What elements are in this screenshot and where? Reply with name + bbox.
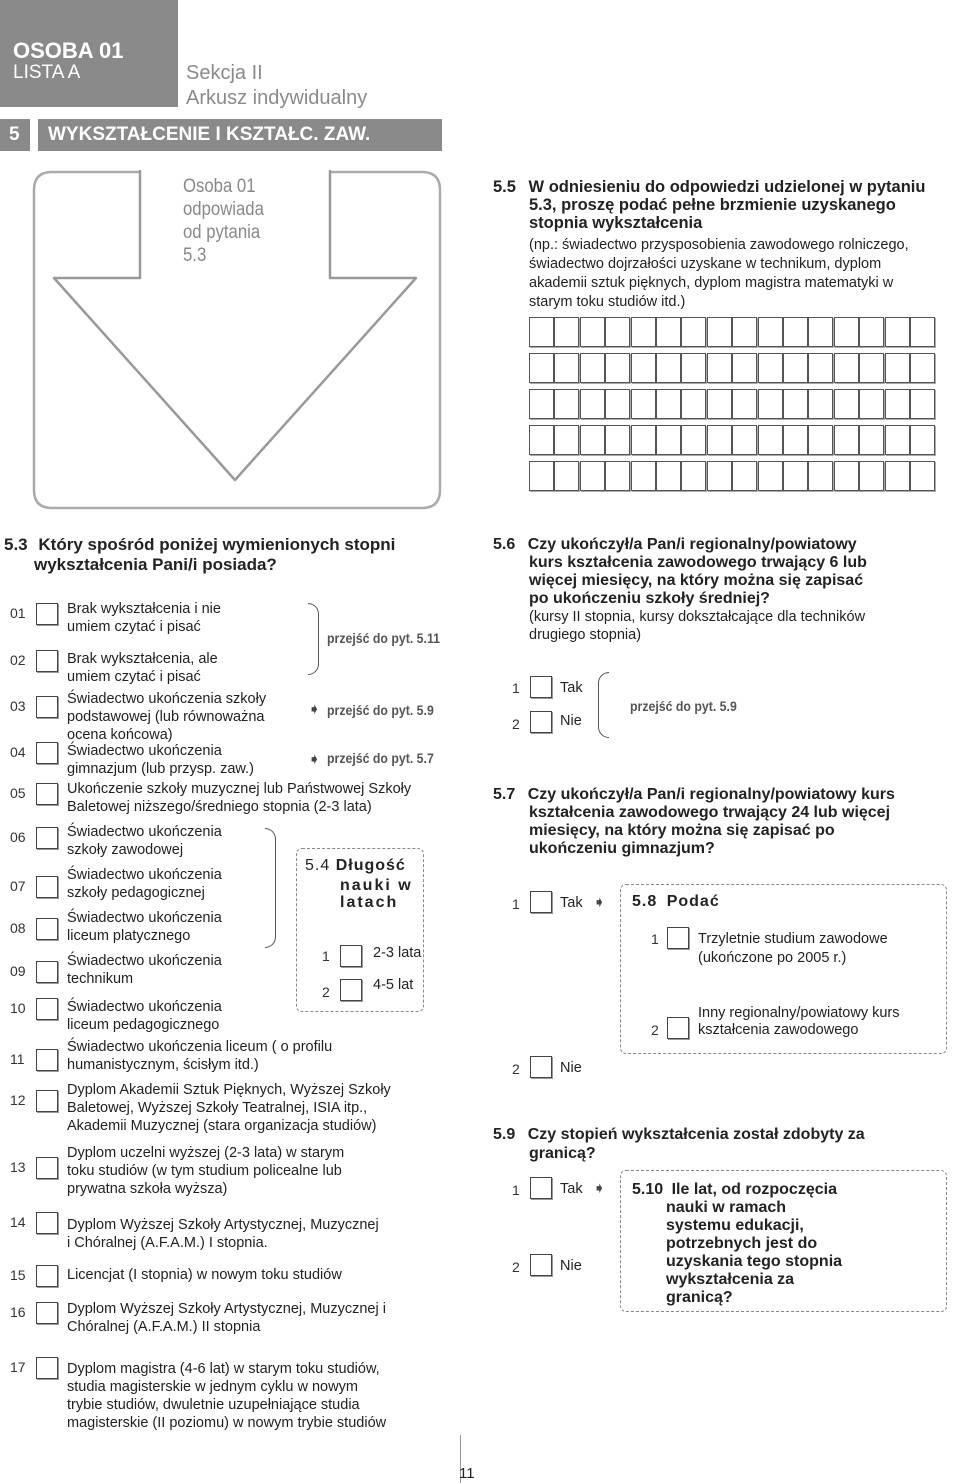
q56-title <box>493 536 857 554</box>
q53-option-label: Świadectwo ukończenia <box>67 867 222 883</box>
q58-option-label: Trzyletnie studium zawodowe <box>698 931 888 947</box>
option-code: 16 <box>10 1304 26 1320</box>
q53-checkbox-06[interactable] <box>36 827 58 849</box>
q57-option-label: Tak <box>560 895 583 911</box>
q53-option-label: umiem czytać i pisać <box>67 619 201 635</box>
q53-checkbox-05[interactable] <box>36 783 58 805</box>
q53-checkbox-07[interactable] <box>36 876 58 898</box>
option-code: 1 <box>512 680 520 696</box>
q53-checkbox-10[interactable] <box>36 998 58 1020</box>
answer-grid[interactable] <box>529 317 939 497</box>
q55-hint-line: (np.: świadectwo przysposobienia zawodowego rolniczego, <box>529 237 909 253</box>
q53-option-label: Dyplom Akademii Sztuk Pięknych, Wyższej Szkoły <box>67 1082 391 1098</box>
q53-option-label: Świadectwo ukończenia <box>67 953 222 969</box>
q53-option-label: Świadectwo ukończenia <box>67 910 222 926</box>
goto-5-11-label: przejść do pyt. 5.11 <box>327 630 440 646</box>
answer-grid-cell[interactable] <box>580 353 605 383</box>
arrow-right-icon: ➧ <box>593 1180 606 1197</box>
q53-option-label: Brak wykształcenia i nie <box>67 601 221 617</box>
q53-option-label: liceum pedagogicznego <box>67 1017 220 1033</box>
answer-grid-cell[interactable] <box>529 461 554 491</box>
q55-title-line: 5.3, proszę podać pełne brzmienie uzyskanego <box>529 196 896 214</box>
q53-option-label: Świadectwo ukończenia <box>67 999 222 1015</box>
goto-5-9-label: przejść do pyt. 5.9 <box>630 698 737 714</box>
arrow-note <box>183 175 264 267</box>
option-code: 1 <box>651 931 659 947</box>
question-number: 5.3 <box>4 535 28 554</box>
answer-grid-cell[interactable] <box>859 425 884 455</box>
q53-option-label: toku studiów (w tym studium policealne lub <box>67 1163 342 1179</box>
answer-grid-cell[interactable] <box>580 425 605 455</box>
answer-grid-cell[interactable] <box>554 425 579 455</box>
answer-grid-cell[interactable] <box>681 353 706 383</box>
q53-option-label: szkoły zawodowej <box>67 842 184 858</box>
q510-title-line: granicą? <box>666 1289 733 1306</box>
q53-option-label: Baletowej, Wyższej Szkoły Teatralnej, ISIA itp., <box>67 1100 368 1116</box>
brace-right <box>308 603 319 675</box>
question-number: 5.9 <box>493 1126 516 1143</box>
q510-title-line: nauki w ramach <box>666 1199 787 1216</box>
q53-checkbox-08[interactable] <box>36 918 58 940</box>
q53-option-label: prywatna szkoła wyższa) <box>67 1181 228 1197</box>
q53-checkbox-14[interactable] <box>36 1212 58 1234</box>
q57-title-line: ukończeniu gimnazjum? <box>529 840 715 857</box>
answer-grid-cell[interactable] <box>859 389 884 419</box>
q53-checkbox-11[interactable] <box>36 1049 58 1071</box>
goto-5-9-label: przejść do pyt. 5.9 <box>327 702 434 718</box>
answer-grid-cell[interactable] <box>656 425 681 455</box>
answer-grid-cell[interactable] <box>732 425 757 455</box>
answer-grid-cell[interactable] <box>808 425 833 455</box>
answer-grid-cell[interactable] <box>631 389 656 419</box>
q56-title-line: więcej miesięcy, na który można się zapisać <box>529 572 864 589</box>
answer-grid-cell[interactable] <box>605 461 630 491</box>
question-number: 5.10 <box>632 1181 664 1198</box>
answer-grid-cell[interactable] <box>783 317 808 347</box>
q53-option-label: Dyplom uczelni wyższej (2-3 lata) w starym <box>67 1145 345 1161</box>
answer-grid-cell[interactable] <box>758 389 783 419</box>
q59-checkbox-yes[interactable] <box>530 1177 552 1199</box>
q58-checkbox-1[interactable] <box>667 927 689 949</box>
brace-left <box>598 672 609 738</box>
answer-grid-cell[interactable] <box>783 425 808 455</box>
answer-grid-cell[interactable] <box>707 389 732 419</box>
q53-option-label: gimnazjum (lub przysp. zaw.) <box>67 761 254 777</box>
q54-checkbox-2[interactable] <box>340 979 362 1001</box>
option-code: 1 <box>512 1182 520 1198</box>
q58-option-label: Inny regionalny/powiatowy kurs <box>698 1005 900 1021</box>
answer-grid-cell[interactable] <box>808 461 833 491</box>
answer-grid-cell[interactable] <box>707 461 732 491</box>
q56-checkbox-no[interactable] <box>530 711 552 733</box>
option-code: 15 <box>10 1267 26 1283</box>
q53-checkbox-17[interactable] <box>36 1357 58 1379</box>
answer-grid-cell[interactable] <box>656 389 681 419</box>
answer-grid-cell[interactable] <box>631 353 656 383</box>
answer-grid-cell[interactable] <box>631 425 656 455</box>
q53-option-label: szkoły pedagogicznej <box>67 885 205 901</box>
arrow-right-icon: ➧ <box>308 751 321 768</box>
option-code: 2 <box>512 1061 520 1077</box>
answer-grid-cell[interactable] <box>681 317 706 347</box>
q57-title-line: miesięcy, na który można się zapisać po <box>529 822 835 839</box>
option-code: 11 <box>10 1051 25 1067</box>
option-code: 2 <box>512 716 520 732</box>
answer-grid-cell[interactable] <box>885 353 910 383</box>
answer-grid-cell[interactable] <box>758 317 783 347</box>
q53-checkbox-03[interactable] <box>36 696 58 718</box>
option-code: 14 <box>10 1214 26 1230</box>
q56-title-line: kurs kształcenia zawodowego trwający 6 lub <box>529 554 867 571</box>
answer-grid-cell[interactable] <box>783 389 808 419</box>
option-code: 12 <box>10 1092 26 1108</box>
option-code: 2 <box>322 984 330 1000</box>
question-number: 5.6 <box>493 536 516 553</box>
q54-option-label: 2-3 lata <box>373 945 422 961</box>
q58-option-label: (ukończone po 2005 r.) <box>698 950 847 966</box>
answer-grid-cell[interactable] <box>656 317 681 347</box>
q53-option-label: studia magisterskie w jednym cyklu w nowym <box>67 1379 358 1395</box>
answer-grid-cell[interactable] <box>783 461 808 491</box>
q55-title-line: W odniesieniu do odpowiedzi udzielonej w pytaniu <box>528 178 926 196</box>
q56-hint-line: (kursy II stopnia, kursy dokształcające dla techników <box>529 609 866 625</box>
answer-grid-cell[interactable] <box>859 461 884 491</box>
q53-option-label: trybie studiów, dwuletnie uzupełniające studia <box>67 1397 360 1413</box>
q56-option-label: Tak <box>560 680 583 696</box>
option-code: 03 <box>10 698 26 714</box>
page-number: 11 <box>459 1465 475 1482</box>
option-code: 17 <box>10 1359 26 1375</box>
option-code: 2 <box>512 1259 520 1275</box>
answer-grid-cell[interactable] <box>580 389 605 419</box>
q55-hint-line: akademii sztuk pięknych, dyplom magistra matematyki w <box>529 275 894 291</box>
answer-grid-cell[interactable] <box>910 389 935 419</box>
q54-checkbox-1[interactable] <box>340 945 362 967</box>
question-number: 5.8 <box>632 893 658 910</box>
q53-checkbox-13[interactable] <box>36 1157 58 1179</box>
section-title: WYKSZTAŁCENIE I KSZTAŁC. ZAW. <box>48 124 371 145</box>
q59-option-label: Tak <box>560 1181 583 1197</box>
answer-grid-cell[interactable] <box>834 353 859 383</box>
q54-option-label: 4-5 lat <box>373 977 414 993</box>
option-code: 10 <box>10 1000 26 1016</box>
answer-grid-cell[interactable] <box>885 461 910 491</box>
answer-grid-cell[interactable] <box>605 317 630 347</box>
answer-grid-cell[interactable] <box>580 461 605 491</box>
q53-option-label: Chóralnej (A.F.A.M.) II stopnia <box>67 1319 261 1335</box>
answer-grid-cell[interactable] <box>681 461 706 491</box>
q57-checkbox-no[interactable] <box>530 1056 552 1078</box>
q55-title-line: stopnia wykształcenia <box>529 214 703 232</box>
q53-option-label: podstawowej (lub równoważna <box>67 709 265 725</box>
q53-title <box>4 536 395 554</box>
option-code: 04 <box>10 744 26 760</box>
question-number: 5.7 <box>493 786 516 803</box>
q58-checkbox-2[interactable] <box>667 1017 689 1039</box>
q53-option-label: Świadectwo ukończenia <box>67 743 222 759</box>
answer-grid-cell[interactable] <box>859 317 884 347</box>
q510-title-line: wykształcenia za <box>666 1271 795 1288</box>
q510-title-line: systemu edukacji, <box>666 1217 804 1234</box>
option-code: 07 <box>10 878 26 894</box>
answer-grid-cell[interactable] <box>681 425 706 455</box>
option-code: 01 <box>10 605 26 621</box>
answer-grid-cell[interactable] <box>554 461 579 491</box>
option-code: 1 <box>512 896 520 912</box>
q53-option-label: Baletowej niższego/średniego stopnia (2-3 lata) <box>67 799 372 815</box>
q53-option-label: ocena końcowa) <box>67 727 173 743</box>
arrow-right-icon: ➧ <box>308 701 321 718</box>
q54-title-line: latach <box>340 894 399 911</box>
q53-option-label: Brak wykształcenia, ale <box>67 651 218 667</box>
brace-right <box>265 828 276 948</box>
q53-option-label: Świadectwo ukończenia <box>67 824 222 840</box>
q56-option-label: Nie <box>560 713 582 729</box>
goto-5-7-label: przejść do pyt. 5.7 <box>327 750 434 766</box>
answer-grid-cell[interactable] <box>529 425 554 455</box>
answer-grid-cell[interactable] <box>529 353 554 383</box>
answer-grid-cell[interactable] <box>732 317 757 347</box>
q53-option-label: Akademii Muzycznej (stara organizacja studiów) <box>67 1118 377 1134</box>
q53-checkbox-04[interactable] <box>36 742 58 764</box>
q510-title-line: Ile lat, od rozpoczęcia <box>671 1181 837 1198</box>
arrow-note-line: 5.3 <box>183 245 207 266</box>
answer-grid-cell[interactable] <box>707 353 732 383</box>
answer-grid-cell[interactable] <box>707 317 732 347</box>
q55-title <box>493 178 925 196</box>
answer-grid-cell[interactable] <box>554 317 579 347</box>
q55-hint-line: świadectwo dojrzałości uzyskane w technikum, dyplom <box>529 256 882 272</box>
answer-grid-cell[interactable] <box>808 389 833 419</box>
answer-grid-cell[interactable] <box>859 353 884 383</box>
q59-option-label: Nie <box>560 1258 582 1274</box>
q53-option-label: technikum <box>67 971 134 987</box>
arrow-note-line: Osoba 01 <box>183 176 256 197</box>
q53-option-label: umiem czytać i pisać <box>67 669 201 685</box>
answer-grid-cell[interactable] <box>834 461 859 491</box>
answer-grid-cell[interactable] <box>910 353 935 383</box>
q53-option-label: liceum platycznego <box>67 928 191 944</box>
answer-grid-cell[interactable] <box>758 425 783 455</box>
q53-option-label: Dyplom magistra (4-6 lat) w starym toku studiów, <box>67 1361 380 1377</box>
q56-title-line: Czy ukończył/a Pan/i regionalny/powiatowy <box>527 536 857 553</box>
arrow-note-line: od pytania <box>183 222 261 243</box>
arrow-note-line: odpowiada <box>183 199 264 220</box>
answer-grid-cell[interactable] <box>605 389 630 419</box>
option-code: 09 <box>10 963 26 979</box>
answer-grid-cell[interactable] <box>605 353 630 383</box>
answer-grid-cell[interactable] <box>885 425 910 455</box>
q53-title-line: wykształcenia Pani/i posiada? <box>34 555 277 574</box>
answer-grid-cell[interactable] <box>554 389 579 419</box>
option-code: 05 <box>10 785 26 801</box>
q56-checkbox-yes[interactable] <box>530 676 552 698</box>
answer-grid-cell[interactable] <box>681 389 706 419</box>
answer-grid-cell[interactable] <box>910 461 935 491</box>
q53-checkbox-16[interactable] <box>36 1302 58 1324</box>
option-code: 06 <box>10 829 26 845</box>
q56-title-line: po ukończeniu szkoły średniej? <box>529 590 770 607</box>
answer-grid-cell[interactable] <box>631 461 656 491</box>
q510-title-line: potrzebnych jest do <box>666 1235 818 1252</box>
answer-grid-cell[interactable] <box>885 317 910 347</box>
answer-grid-cell[interactable] <box>885 389 910 419</box>
section-number: 5 <box>9 124 20 145</box>
q59-title-line: Czy stopień wykształcenia został zdobyty za <box>527 1126 865 1143</box>
option-code: 02 <box>10 652 26 668</box>
q58-option-label: kształcenia zawodowego <box>698 1022 859 1038</box>
q54-title-line: nauki w <box>340 877 413 894</box>
answer-grid-cell[interactable] <box>656 461 681 491</box>
answer-grid-cell[interactable] <box>707 425 732 455</box>
answer-grid-cell[interactable] <box>910 425 935 455</box>
section-label: Sekcja II <box>186 62 263 84</box>
q53-checkbox-09[interactable] <box>36 961 58 983</box>
q57-option-label: Nie <box>560 1060 582 1076</box>
q54-title-line: Długość <box>335 857 406 874</box>
q53-checkbox-12[interactable] <box>36 1090 58 1112</box>
q53-option-label: Ukończenie szkoły muzycznej lub Państwowej Szkoły <box>67 781 412 797</box>
answer-grid-cell[interactable] <box>783 353 808 383</box>
q53-option-label: magisterskie (II poziomu) w nowym trybie studiów <box>67 1415 387 1431</box>
question-number: 5.5 <box>493 178 516 196</box>
q510-title-line: uzyskania tego stopnia <box>666 1253 843 1270</box>
q58-title <box>632 893 720 911</box>
answer-grid-cell[interactable] <box>580 317 605 347</box>
answer-grid-cell[interactable] <box>834 317 859 347</box>
answer-grid-cell[interactable] <box>808 317 833 347</box>
option-code: 1 <box>322 948 330 964</box>
person-id: OSOBA 01 <box>13 38 124 63</box>
q59-title <box>493 1126 865 1144</box>
q58-title-text: Podać <box>666 893 720 910</box>
q53-option-label: Świadectwo ukończenia szkoły <box>67 691 267 707</box>
option-code: 13 <box>10 1159 26 1175</box>
person-list: LISTA A <box>13 62 81 83</box>
answer-grid-cell[interactable] <box>758 461 783 491</box>
answer-grid-cell[interactable] <box>910 317 935 347</box>
arrow-right-icon: ➧ <box>593 894 606 911</box>
answer-grid-cell[interactable] <box>758 353 783 383</box>
answer-grid-cell[interactable] <box>732 389 757 419</box>
section-subtitle: Arkusz indywidualny <box>186 87 368 109</box>
answer-grid-cell[interactable] <box>732 353 757 383</box>
question-number: 5.4 <box>305 857 331 874</box>
q55-hint-line: starym toku studiów itd.) <box>529 294 686 310</box>
answer-grid-cell[interactable] <box>631 317 656 347</box>
q53-option-label: Świadectwo ukończenia liceum ( o profilu <box>67 1039 333 1055</box>
answer-grid-cell[interactable] <box>834 389 859 419</box>
answer-grid-cell[interactable] <box>732 461 757 491</box>
q53-title-line: Który spośród poniżej wymienionych stopni <box>38 535 396 554</box>
answer-grid-cell[interactable] <box>605 425 630 455</box>
q57-title <box>493 786 895 804</box>
q54-title <box>305 857 406 875</box>
option-code: 08 <box>10 920 26 936</box>
answer-grid-cell[interactable] <box>656 353 681 383</box>
q53-option-label: Licencjat (I stopnia) w nowym toku studiów <box>67 1267 342 1283</box>
q510-title <box>632 1181 837 1199</box>
answer-grid-cell[interactable] <box>834 425 859 455</box>
option-code: 2 <box>651 1022 659 1038</box>
answer-grid-cell[interactable] <box>554 353 579 383</box>
q56-hint-line: drugiego stopnia) <box>529 627 642 643</box>
q53-option-label: Dyplom Wyższej Szkoły Artystycznej, Muzycznej <box>67 1217 379 1233</box>
q57-checkbox-yes[interactable] <box>530 891 552 913</box>
q59-title-line: granicą? <box>529 1145 596 1162</box>
answer-grid-cell[interactable] <box>808 353 833 383</box>
q53-checkbox-02[interactable] <box>36 650 58 672</box>
q59-checkbox-no[interactable] <box>530 1254 552 1276</box>
q57-title-line: kształcenia zawodowego trwający 24 lub więcej <box>529 804 891 821</box>
q53-option-label: humanistycznym, ścisłym itd.) <box>67 1057 259 1073</box>
answer-grid-cell[interactable] <box>529 389 554 419</box>
q53-checkbox-01[interactable] <box>36 603 58 625</box>
q57-title-line: Czy ukończył/a Pan/i regionalny/powiatowy kurs <box>527 786 895 803</box>
q53-checkbox-15[interactable] <box>36 1265 58 1287</box>
answer-grid-cell[interactable] <box>529 317 554 347</box>
q53-option-label: Dyplom Wyższej Szkoły Artystycznej, Muzycznej i <box>67 1301 386 1317</box>
q53-option-label: i Chóralnej (A.F.A.M.) I stopnia. <box>67 1235 268 1251</box>
